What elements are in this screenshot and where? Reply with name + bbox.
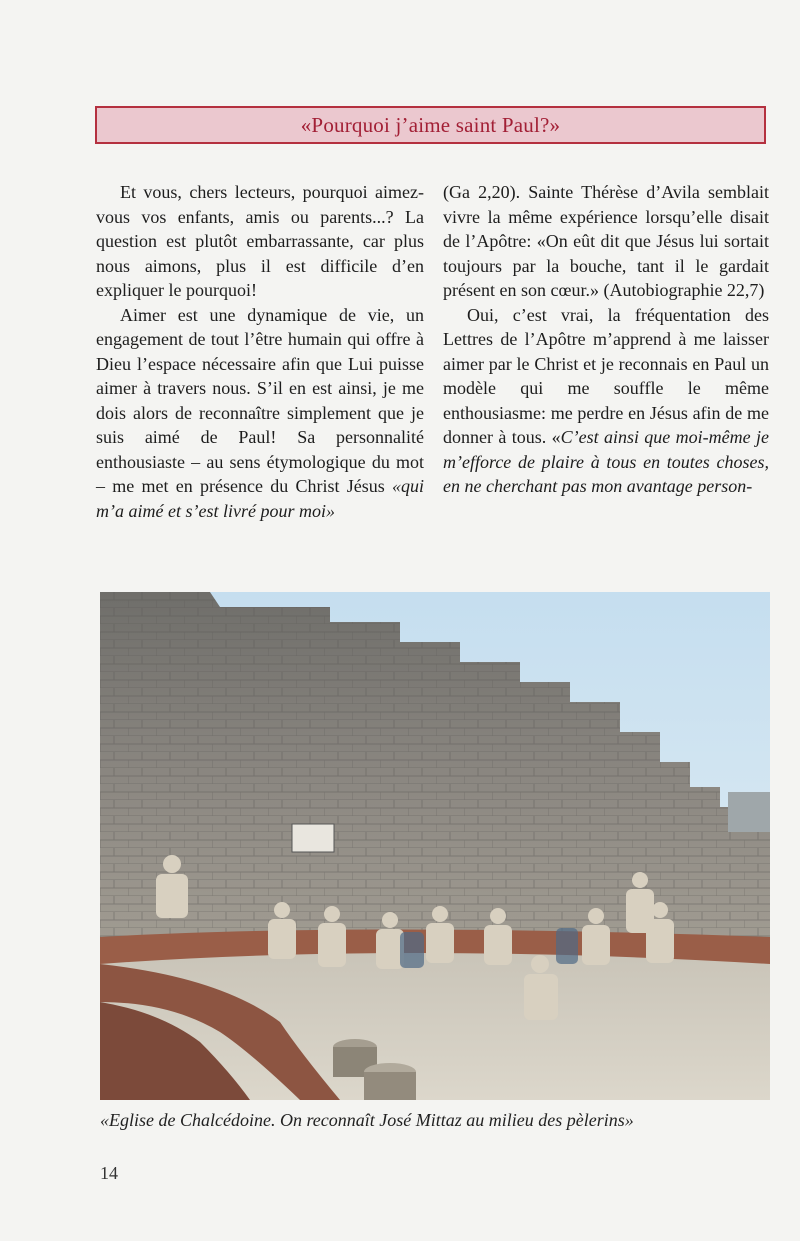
right-paragraph-2-text: Oui, c’est vrai, la fréquentation des Lettres de l’Apôtre m’apprend à me laisser aimer par le Christ et je reconnais en Paul un modèle qui me souffle le même enthousiasme: me perdre en Jésus afin de me donner à tous. « bbox=[443, 304, 769, 447]
left-column bbox=[96, 180, 424, 523]
left-paragraph-2-text: Aimer est une dynamique de vie, un engagement de tout l’être humain qui offre à Dieu l’espace nécessaire afin que Lui puisse aimer à travers nous. S’il en est ainsi, je me dois alors de reconnaître simplement que je suis aimé de Paul! Sa personnalité enthousiaste – au sens étymologique du mot – me met en présence du Christ Jésus bbox=[96, 304, 424, 496]
left-paragraph-2 bbox=[96, 303, 424, 524]
left-paragraph-2-quote: «qui m’a aimé et s’est livré pour moi» bbox=[96, 476, 424, 521]
photo-illustration bbox=[100, 592, 770, 1100]
right-column bbox=[443, 180, 769, 499]
photo-caption: «Eglise de Chalcédoine. On reconnaît José Mittaz au milieu des pèlerins» bbox=[100, 1110, 634, 1130]
page-title: «Pourquoi j’aime saint Paul?» bbox=[300, 112, 561, 137]
page-number: 14 bbox=[100, 1163, 118, 1183]
header-box bbox=[95, 106, 766, 144]
right-paragraph-2 bbox=[443, 303, 769, 499]
left-paragraph-1: Et vous, chers lecteurs, pourquoi aimez-vous vos enfants, amis ou parents...? La question est plutôt embarrassante, car plus nous aimons, plus il est difficile d’en expliquer le pourquoi! bbox=[96, 182, 424, 300]
right-paragraph-2-quote: C’est ainsi que moi-même je m’efforce de plaire à tous en toutes choses, en ne cherchant pas mon avantage person- bbox=[443, 427, 769, 496]
church-ruins-photo bbox=[100, 592, 770, 1100]
right-paragraph-1: (Ga 2,20). Sainte Thérèse d’Avila semblait vivre la même expérience lorsqu’elle disait de l’Apôtre: «On eût dit que Jésus lui sortait toujours par la bouche, tant il le gardait présent en son cœur.» (Autobiographie 22,7) bbox=[443, 182, 769, 300]
